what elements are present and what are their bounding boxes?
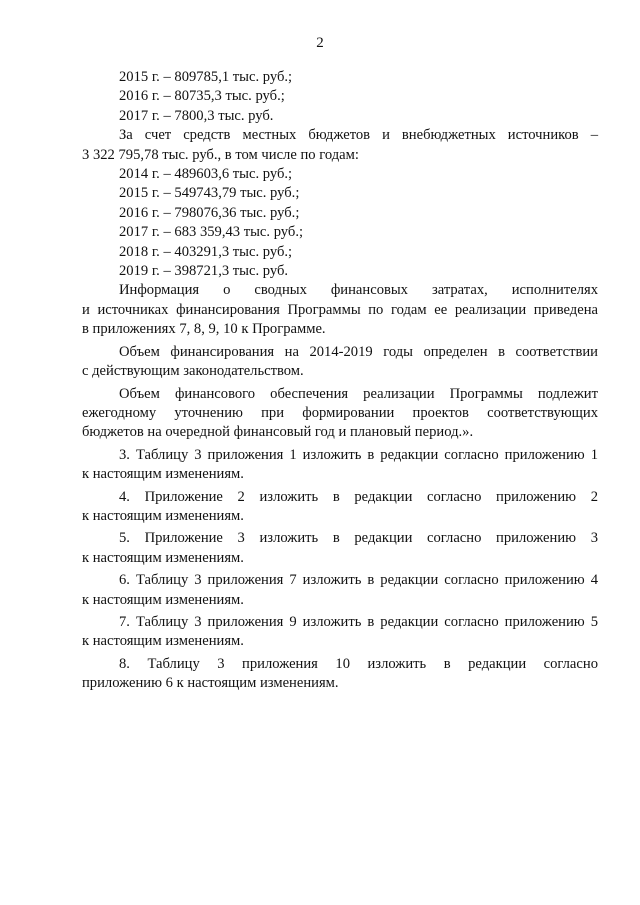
volume-paragraph-line-1: Объем финансирования на 2014-2019 годы определен в соответствии <box>119 343 598 360</box>
local-budget-heading: За счет средств местных бюджетов и внебюджетных источников – <box>119 127 598 144</box>
funding-2017-line: 2017 г. – 7800,3 тыс. руб. <box>119 107 274 124</box>
item-5-line-2: к настоящим изменениям. <box>82 549 244 566</box>
volume-paragraph-line-2: с действующим законодательством. <box>82 363 304 380</box>
item-3-line-1: 3. Таблицу 3 приложения 1 изложить в редакции согласно приложению 1 <box>119 446 598 463</box>
item-6-line-2: к настоящим изменениям. <box>82 591 244 608</box>
local-2015-line: 2015 г. – 549743,79 тыс. руб.; <box>119 185 300 202</box>
local-2019-line: 2019 г. – 398721,3 тыс. руб. <box>119 263 289 280</box>
item-3-line-2: к настоящим изменениям. <box>82 466 244 483</box>
local-2018-line: 2018 г. – 403291,3 тыс. руб.; <box>119 243 293 260</box>
item-6-line-1: 6. Таблицу 3 приложения 7 изложить в редакции согласно приложению 4 <box>119 572 598 589</box>
support-paragraph-line-2: ежегодному уточнению при формировании проектов соответствующих <box>82 404 598 421</box>
info-paragraph-line-2: и источниках финансирования Программы по годам ее реализации приведена <box>82 301 598 318</box>
item-7-line-2: к настоящим изменениям. <box>82 633 244 650</box>
document-body <box>82 68 598 694</box>
local-2017-line: 2017 г. – 683 359,43 тыс. руб.; <box>119 224 304 241</box>
local-2014-line: 2014 г. – 489603,6 тыс. руб.; <box>119 166 293 183</box>
support-paragraph-line-3: бюджетов на очередной финансовый год и плановый период.». <box>82 424 474 441</box>
info-paragraph-line-1: Информация о сводных финансовых затратах, исполнителях <box>119 282 598 299</box>
info-paragraph-line-3: в приложениях 7, 8, 9, 10 к Программе. <box>82 321 326 338</box>
page-number: 2 <box>316 35 324 51</box>
item-4-line-2: к настоящим изменениям. <box>82 507 244 524</box>
item-8-line-1: 8. Таблицу 3 приложения 10 изложить в редакции согласно <box>119 655 598 672</box>
funding-2015-line: 2015 г. – 809785,1 тыс. руб.; <box>119 69 293 85</box>
local-budget-total: 3 322 795,78 тыс. руб., в том числе по годам: <box>82 146 359 163</box>
funding-2016-line: 2016 г. – 80735,3 тыс. руб.; <box>119 88 285 105</box>
item-8-line-2: приложению 6 к настоящим изменениям. <box>82 675 339 692</box>
item-4-line-1: 4. Приложение 2 изложить в редакции согласно приложению 2 <box>119 488 598 505</box>
local-2016-line: 2016 г. – 798076,36 тыс. руб.; <box>119 204 300 221</box>
support-paragraph-line-1: Объем финансового обеспечения реализации Программы подлежит <box>119 385 598 402</box>
item-7-line-1: 7. Таблицу 3 приложения 9 изложить в редакции согласно приложению 5 <box>119 613 598 630</box>
item-5-line-1: 5. Приложение 3 изложить в редакции согласно приложению 3 <box>119 530 598 547</box>
